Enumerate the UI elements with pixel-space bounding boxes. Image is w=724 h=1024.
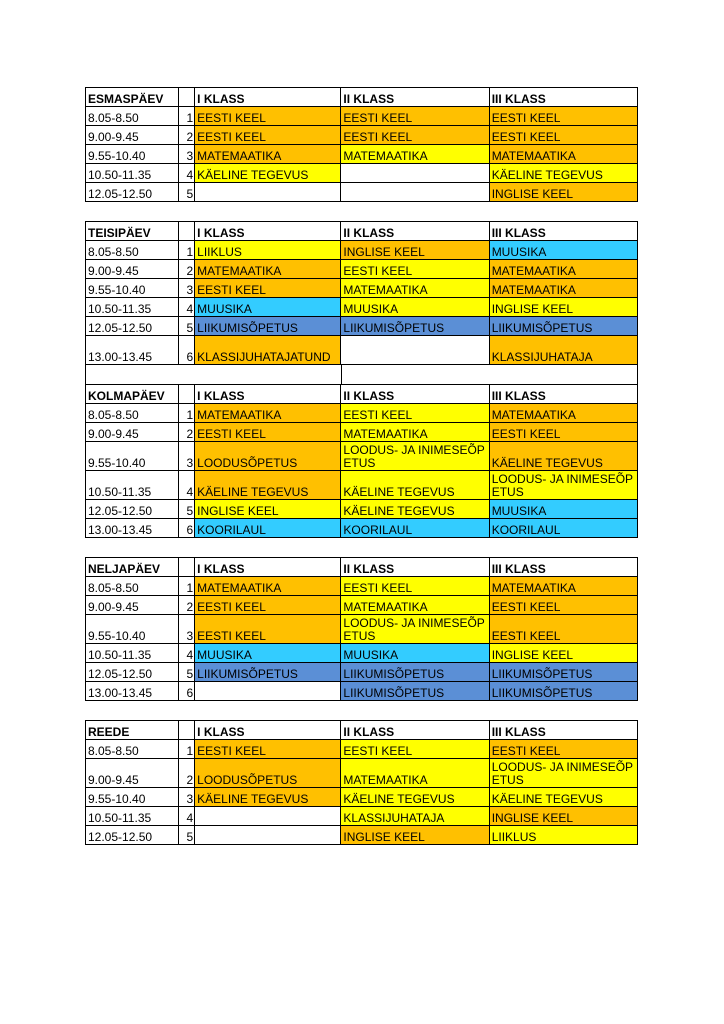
day-name: REEDE bbox=[86, 721, 179, 740]
subject-cell: MATEMAATIKA bbox=[489, 404, 637, 423]
lesson-row bbox=[86, 442, 638, 471]
subject-cell: KÄELINE TEGEVUS bbox=[341, 788, 489, 807]
lesson-row bbox=[86, 615, 638, 644]
subject-cell: KOORILAUL bbox=[341, 519, 489, 538]
day-table bbox=[85, 720, 638, 845]
subject-cell: KÄELINE TEGEVUS bbox=[341, 471, 489, 500]
subject-cell: MUUSIKA bbox=[489, 500, 637, 519]
lesson-row bbox=[86, 663, 638, 682]
subject-cell bbox=[341, 164, 489, 183]
lesson-number: 4 bbox=[179, 164, 195, 183]
subject-cell: LOODUS- JA INIMESEÕPETUS bbox=[341, 615, 489, 644]
lesson-row bbox=[86, 336, 638, 365]
lesson-number: 4 bbox=[179, 471, 195, 500]
lesson-row bbox=[86, 577, 638, 596]
lesson-number: 6 bbox=[179, 519, 195, 538]
lesson-number: 5 bbox=[179, 663, 195, 682]
lesson-row bbox=[86, 807, 638, 826]
lesson-time: 9.00-9.45 bbox=[86, 260, 179, 279]
lesson-time: 8.05-8.50 bbox=[86, 577, 179, 596]
header-row bbox=[86, 721, 638, 740]
lesson-number: 6 bbox=[179, 336, 195, 365]
subject-cell: INGLISE KEEL bbox=[341, 826, 489, 845]
subject-cell: LOODUSÕPETUS bbox=[195, 442, 341, 471]
class-header: I KLASS bbox=[195, 721, 341, 740]
day-table bbox=[85, 87, 638, 202]
subject-cell: MATEMAATIKA bbox=[341, 145, 489, 164]
lesson-row bbox=[86, 317, 638, 336]
lesson-number: 3 bbox=[179, 442, 195, 471]
subject-cell: LOODUS- JA INIMESEÕPETUS bbox=[341, 442, 489, 471]
subject-cell: KÄELINE TEGEVUS bbox=[489, 788, 637, 807]
class-header: III KLASS bbox=[489, 721, 637, 740]
lesson-number: 3 bbox=[179, 279, 195, 298]
subject-cell: MATEMAATIKA bbox=[489, 145, 637, 164]
lesson-row bbox=[86, 107, 638, 126]
lesson-time: 12.05-12.50 bbox=[86, 663, 179, 682]
lesson-number: 5 bbox=[179, 826, 195, 845]
lesson-time: 10.50-11.35 bbox=[86, 471, 179, 500]
lesson-row bbox=[86, 164, 638, 183]
class-header: III KLASS bbox=[489, 222, 637, 241]
lesson-number-header bbox=[179, 558, 195, 577]
header-row bbox=[86, 88, 638, 107]
subject-cell: LOODUSÕPETUS bbox=[195, 759, 341, 788]
lesson-number-header bbox=[179, 721, 195, 740]
subject-cell: KLASSIJUHATAJATUND bbox=[195, 336, 341, 365]
day-name: NELJAPÄEV bbox=[86, 558, 179, 577]
lesson-number: 1 bbox=[179, 577, 195, 596]
lesson-time: 12.05-12.50 bbox=[86, 500, 179, 519]
lesson-row bbox=[86, 260, 638, 279]
subject-cell: EESTI KEEL bbox=[489, 107, 637, 126]
lesson-time: 13.00-13.45 bbox=[86, 336, 179, 365]
subject-cell: MUUSIKA bbox=[489, 241, 637, 260]
lesson-number: 4 bbox=[179, 644, 195, 663]
day-table bbox=[85, 221, 638, 365]
subject-cell: LIIKUMISÕPETUS bbox=[195, 317, 341, 336]
subject-cell: MUUSIKA bbox=[341, 298, 489, 317]
subject-cell: INGLISE KEEL bbox=[489, 807, 637, 826]
subject-cell: MATEMAATIKA bbox=[489, 279, 637, 298]
subject-cell: EESTI KEEL bbox=[341, 126, 489, 145]
subject-cell: EESTI KEEL bbox=[341, 740, 489, 759]
subject-cell: INGLISE KEEL bbox=[195, 500, 341, 519]
subject-cell: MATEMAATIKA bbox=[489, 577, 637, 596]
day-separator bbox=[85, 365, 638, 384]
class-header: I KLASS bbox=[195, 88, 341, 107]
lesson-time: 9.55-10.40 bbox=[86, 615, 179, 644]
lesson-time: 12.05-12.50 bbox=[86, 317, 179, 336]
day-table bbox=[85, 557, 638, 701]
lesson-time: 8.05-8.50 bbox=[86, 404, 179, 423]
lesson-number: 2 bbox=[179, 423, 195, 442]
lesson-time: 9.00-9.45 bbox=[86, 759, 179, 788]
subject-cell: MUUSIKA bbox=[195, 644, 341, 663]
subject-cell bbox=[195, 183, 341, 202]
lesson-number: 1 bbox=[179, 740, 195, 759]
lesson-time: 10.50-11.35 bbox=[86, 298, 179, 317]
lesson-number: 6 bbox=[179, 682, 195, 701]
subject-cell: LIIKLUS bbox=[195, 241, 341, 260]
subject-cell: LIIKUMISÕPETUS bbox=[489, 682, 637, 701]
lesson-time: 13.00-13.45 bbox=[86, 519, 179, 538]
lesson-time: 8.05-8.50 bbox=[86, 241, 179, 260]
lesson-time: 10.50-11.35 bbox=[86, 807, 179, 826]
lesson-row bbox=[86, 471, 638, 500]
subject-cell: LIIKUMISÕPETUS bbox=[341, 682, 489, 701]
class-header: II KLASS bbox=[341, 721, 489, 740]
lesson-number-header bbox=[179, 88, 195, 107]
subject-cell: KÄELINE TEGEVUS bbox=[195, 788, 341, 807]
subject-cell: MATEMAATIKA bbox=[341, 279, 489, 298]
lesson-number: 4 bbox=[179, 807, 195, 826]
class-header: II KLASS bbox=[341, 88, 489, 107]
subject-cell: MATEMAATIKA bbox=[195, 404, 341, 423]
subject-cell: MATEMAATIKA bbox=[341, 596, 489, 615]
lesson-row bbox=[86, 519, 638, 538]
subject-cell: LIIKUMISÕPETUS bbox=[341, 317, 489, 336]
lesson-number: 1 bbox=[179, 404, 195, 423]
subject-cell: EESTI KEEL bbox=[341, 404, 489, 423]
lesson-time: 8.05-8.50 bbox=[86, 740, 179, 759]
lesson-number: 2 bbox=[179, 596, 195, 615]
lesson-time: 9.00-9.45 bbox=[86, 126, 179, 145]
subject-cell: EESTI KEEL bbox=[489, 615, 637, 644]
subject-cell: INGLISE KEEL bbox=[341, 241, 489, 260]
subject-cell: KÄELINE TEGEVUS bbox=[489, 442, 637, 471]
subject-cell bbox=[195, 826, 341, 845]
lesson-number: 3 bbox=[179, 788, 195, 807]
subject-cell: MATEMAATIKA bbox=[489, 260, 637, 279]
timetable-sheet bbox=[85, 87, 638, 845]
lesson-time: 12.05-12.50 bbox=[86, 826, 179, 845]
subject-cell: EESTI KEEL bbox=[195, 107, 341, 126]
lesson-number: 1 bbox=[179, 241, 195, 260]
subject-cell: LIIKLUS bbox=[489, 826, 637, 845]
subject-cell: EESTI KEEL bbox=[489, 126, 637, 145]
subject-cell: KLASSIJUHATAJA bbox=[489, 336, 637, 365]
lesson-row bbox=[86, 423, 638, 442]
lesson-number: 2 bbox=[179, 260, 195, 279]
class-header: I KLASS bbox=[195, 558, 341, 577]
lesson-row bbox=[86, 241, 638, 260]
subject-cell: EESTI KEEL bbox=[195, 615, 341, 644]
subject-cell: LIIKUMISÕPETUS bbox=[489, 663, 637, 682]
class-header: III KLASS bbox=[489, 558, 637, 577]
lesson-number: 2 bbox=[179, 126, 195, 145]
subject-cell: LOODUS- JA INIMESEÕPETUS bbox=[489, 471, 637, 500]
lesson-row bbox=[86, 298, 638, 317]
lesson-time: 10.50-11.35 bbox=[86, 644, 179, 663]
lesson-row bbox=[86, 404, 638, 423]
subject-cell bbox=[195, 682, 341, 701]
subject-cell: LIIKUMISÕPETUS bbox=[489, 317, 637, 336]
subject-cell: KOORILAUL bbox=[195, 519, 341, 538]
subject-cell: MATEMAATIKA bbox=[341, 423, 489, 442]
lesson-number: 2 bbox=[179, 759, 195, 788]
subject-cell: KÄELINE TEGEVUS bbox=[195, 471, 341, 500]
subject-cell: EESTI KEEL bbox=[341, 260, 489, 279]
subject-cell: EESTI KEEL bbox=[489, 423, 637, 442]
day-name: KOLMAPÄEV bbox=[86, 385, 179, 404]
class-header: II KLASS bbox=[341, 222, 489, 241]
lesson-row bbox=[86, 126, 638, 145]
subject-cell bbox=[195, 807, 341, 826]
subject-cell: EESTI KEEL bbox=[341, 107, 489, 126]
lesson-number: 5 bbox=[179, 317, 195, 336]
subject-cell: LOODUS- JA INIMESEÕPETUS bbox=[489, 759, 637, 788]
day-separator bbox=[85, 701, 638, 720]
subject-cell: EESTI KEEL bbox=[195, 740, 341, 759]
lesson-number-header bbox=[179, 385, 195, 404]
subject-cell: KÄELINE TEGEVUS bbox=[489, 164, 637, 183]
subject-cell: EESTI KEEL bbox=[195, 279, 341, 298]
class-header: II KLASS bbox=[341, 385, 489, 404]
lesson-row bbox=[86, 788, 638, 807]
subject-cell bbox=[341, 336, 489, 365]
day-name: ESMASPÄEV bbox=[86, 88, 179, 107]
subject-cell: EESTI KEEL bbox=[489, 740, 637, 759]
day-name: TEISIPÄEV bbox=[86, 222, 179, 241]
lesson-number: 5 bbox=[179, 183, 195, 202]
subject-cell: MUUSIKA bbox=[341, 644, 489, 663]
lesson-row bbox=[86, 183, 638, 202]
lesson-time: 9.00-9.45 bbox=[86, 423, 179, 442]
lesson-number: 3 bbox=[179, 615, 195, 644]
header-row bbox=[86, 558, 638, 577]
class-header: II KLASS bbox=[341, 558, 489, 577]
class-header: III KLASS bbox=[489, 385, 637, 404]
lesson-time: 8.05-8.50 bbox=[86, 107, 179, 126]
lesson-number: 5 bbox=[179, 500, 195, 519]
lesson-number: 3 bbox=[179, 145, 195, 164]
header-row bbox=[86, 385, 638, 404]
day-separator bbox=[85, 202, 638, 221]
class-header: I KLASS bbox=[195, 222, 341, 241]
class-header: III KLASS bbox=[489, 88, 637, 107]
subject-cell: MUUSIKA bbox=[195, 298, 341, 317]
lesson-row bbox=[86, 279, 638, 298]
subject-cell: MATEMAATIKA bbox=[341, 759, 489, 788]
lesson-time: 12.05-12.50 bbox=[86, 183, 179, 202]
header-row bbox=[86, 222, 638, 241]
lesson-time: 9.55-10.40 bbox=[86, 442, 179, 471]
lesson-row bbox=[86, 145, 638, 164]
subject-cell: KÄELINE TEGEVUS bbox=[195, 164, 341, 183]
lesson-time: 9.00-9.45 bbox=[86, 596, 179, 615]
subject-cell: INGLISE KEEL bbox=[489, 183, 637, 202]
lesson-time: 9.55-10.40 bbox=[86, 279, 179, 298]
lesson-row bbox=[86, 740, 638, 759]
subject-cell: EESTI KEEL bbox=[195, 126, 341, 145]
lesson-time: 13.00-13.45 bbox=[86, 682, 179, 701]
lesson-row bbox=[86, 500, 638, 519]
lesson-number-header bbox=[179, 222, 195, 241]
subject-cell: KÄELINE TEGEVUS bbox=[341, 500, 489, 519]
subject-cell: INGLISE KEEL bbox=[489, 298, 637, 317]
subject-cell: LIIKUMISÕPETUS bbox=[341, 663, 489, 682]
lesson-row bbox=[86, 596, 638, 615]
subject-cell: EESTI KEEL bbox=[195, 596, 341, 615]
subject-cell: INGLISE KEEL bbox=[489, 644, 637, 663]
subject-cell: EESTI KEEL bbox=[341, 577, 489, 596]
class-header: I KLASS bbox=[195, 385, 341, 404]
subject-cell: MATEMAATIKA bbox=[195, 260, 341, 279]
subject-cell: EESTI KEEL bbox=[489, 596, 637, 615]
lesson-time: 10.50-11.35 bbox=[86, 164, 179, 183]
subject-cell: KLASSIJUHATAJA bbox=[341, 807, 489, 826]
lesson-number: 4 bbox=[179, 298, 195, 317]
lesson-row bbox=[86, 644, 638, 663]
lesson-number: 1 bbox=[179, 107, 195, 126]
subject-cell: KOORILAUL bbox=[489, 519, 637, 538]
lesson-row bbox=[86, 682, 638, 701]
lesson-row bbox=[86, 759, 638, 788]
subject-cell bbox=[341, 183, 489, 202]
subject-cell: MATEMAATIKA bbox=[195, 145, 341, 164]
subject-cell: LIIKUMISÕPETUS bbox=[195, 663, 341, 682]
subject-cell: EESTI KEEL bbox=[195, 423, 341, 442]
day-separator bbox=[85, 538, 638, 557]
day-table bbox=[85, 384, 638, 538]
lesson-time: 9.55-10.40 bbox=[86, 788, 179, 807]
lesson-row bbox=[86, 826, 638, 845]
subject-cell: MATEMAATIKA bbox=[195, 577, 341, 596]
lesson-time: 9.55-10.40 bbox=[86, 145, 179, 164]
